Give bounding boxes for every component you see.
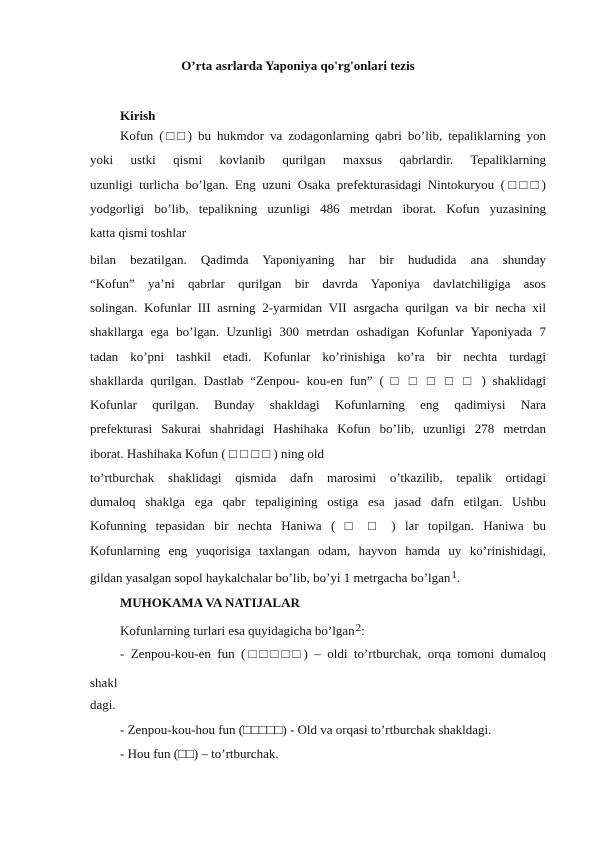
paragraph-line: dumaloq shaklga ega qabr tepaligining ostiga esa jasad dafn etilgan. Ushbu bbox=[90, 494, 546, 509]
footnote-marker[interactable]: 2 bbox=[355, 622, 362, 634]
paragraph-line-with-footnote bbox=[90, 567, 546, 586]
paragraph-line: uzunligi turlicha bo’lgan. Eng uzuni Osaka prefekturasidagi Nintokuryou (□□□) bbox=[90, 177, 546, 192]
paragraph-line: prefekturasi Sakurai shahridagi Hashihaka Kofun bo’lib, uzunligi 278 metrdan bbox=[90, 421, 546, 436]
heading-results: MUHOKAMA VA NATIJALAR bbox=[120, 595, 300, 610]
list-item-continuation: shakl bbox=[90, 675, 118, 690]
list-item: - Hou fun (□□) – to’rtburchak. bbox=[120, 746, 279, 761]
list-item-continuation: dagi. bbox=[90, 697, 116, 712]
heading-intro: Kirish bbox=[120, 108, 156, 123]
paragraph-line: katta qismi toshlar bbox=[90, 225, 187, 240]
types-intro-text: Kofunlarning turlari esa quyidagicha bo’lgan bbox=[120, 623, 355, 638]
paragraph-line: yoki ustki qismi kovlanib qurilgan maxsus qabrlardir. Tepaliklarning bbox=[90, 152, 546, 167]
intro-colon: : bbox=[361, 623, 365, 638]
list-item: - Zenpou-kou-hou fun (□□□□□) - Old va orqasi to’rtburchak shakldagi. bbox=[120, 722, 492, 737]
types-intro-line bbox=[120, 620, 546, 639]
paragraph-line: shakllarda qurilgan. Dastlab “Zenpou- kou-en fun” ( □ □ □ □ □ ) shaklidagi bbox=[90, 373, 546, 388]
paragraph-line: tadan ko’pni tashkil etadi. Kofunlar ko’rinishiga ko’ra bir nechta turdagi bbox=[90, 349, 546, 364]
paragraph-line: Kofun (□□) bu hukmdor va zodagonlarning qabri bo’lib, tepaliklarning yon bbox=[120, 128, 546, 143]
list-item: - Zenpou-kou-en fun (□□□□□) – oldi to’rtburchak, orqa tomoni dumaloq bbox=[120, 646, 546, 661]
document-title: O’rta asrlarda Yaponiya qo'rg'onlari tezis bbox=[181, 58, 415, 73]
paragraph-line: bilan bezatilgan. Qadimda Yaponiyaning har bir hududida ana shunday bbox=[90, 252, 546, 267]
paragraph-line: Kofunning tepasidan bir nechta Haniwa ( □ □ ) lar topilgan. Haniwa bu bbox=[90, 518, 546, 533]
sentence-end: . bbox=[456, 570, 461, 585]
paragraph-line: iborat. Hashihaka Kofun ( □ □ □ □ ) ning old bbox=[90, 446, 324, 461]
paragraph-line: Kofunlar qurilgan. Bunday shakldagi Kofunlarning eng qadimiysi Nara bbox=[90, 397, 546, 412]
paragraph-text: gildan yasalgan sopol haykalchalar bo’lib, bo’yi 1 metrgacha bo’lgan bbox=[90, 570, 451, 585]
footnote-marker[interactable]: 1 bbox=[451, 569, 457, 581]
paragraph-line: “Kofun” ya’ni qabrlar qurilgan bir davrda Yaponiya davlatchiligiga asos bbox=[90, 276, 546, 291]
paragraph-line: yodgorligi bo’lib, tepalikning uzunligi 486 metrdan iborat. Kofun yuzasining bbox=[90, 201, 546, 216]
paragraph-line: solingan. Kofunlar III asrning 2-yarmidan VII asrgacha qurilgan va bir necha xil bbox=[90, 300, 546, 315]
paragraph-line: Kofunlarning eng yuqorisiga taxlangan odam, hayvon hamda uy ko’rinishidagi, bbox=[90, 543, 546, 558]
paragraph-line: to’rtburchak shaklidagi qismida dafn marosimi o’tkazilib, tepalik ortidagi bbox=[90, 470, 546, 485]
paragraph-line: shakllarga ega bo’lgan. Uzunligi 300 metrdan oshadigan Kofunlar Yaponiyada 7 bbox=[90, 324, 546, 339]
